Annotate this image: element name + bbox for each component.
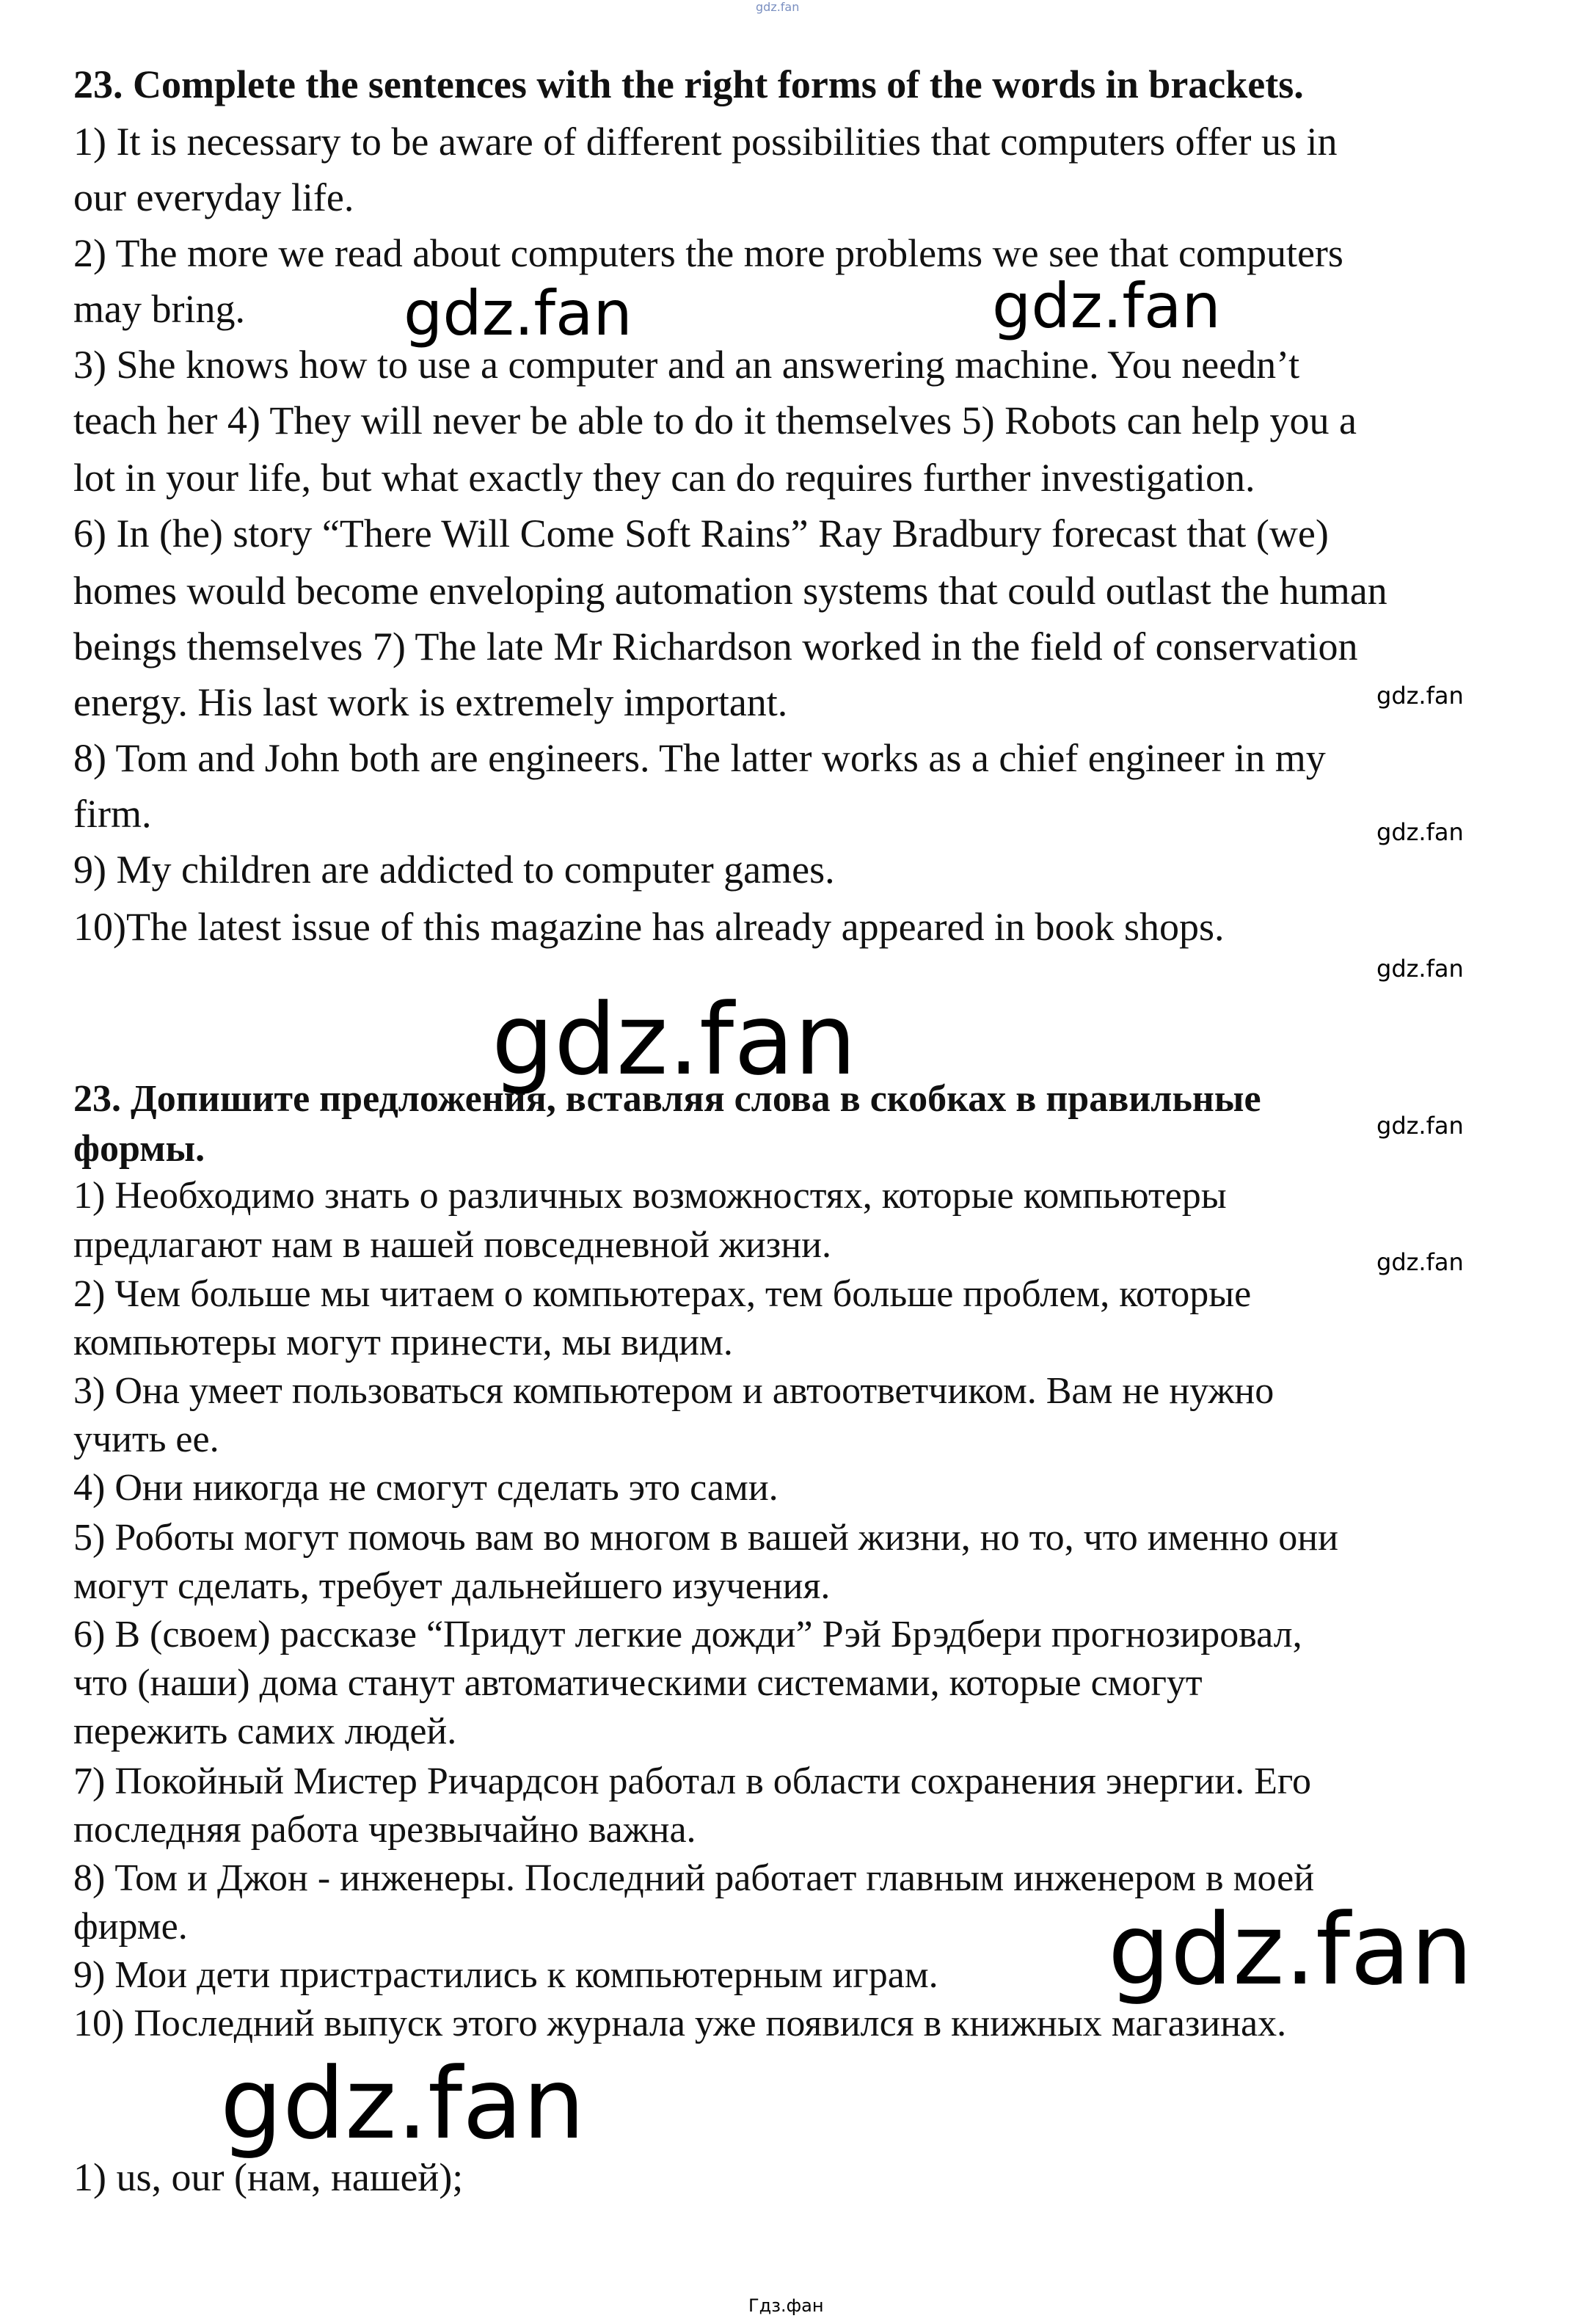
watermark: gdz.fan — [1376, 1248, 1464, 1276]
russian-line: фирме. — [73, 1906, 188, 1948]
russian-line: пережить самих людей. — [73, 1711, 457, 1752]
watermark: gdz.fan — [1108, 1893, 1473, 2007]
russian-line: 3) Она умеет пользоваться компьютером и автоответчиком. Вам не нужно — [73, 1370, 1274, 1412]
english-line: 3) She knows how to use a computer and an answering machine. You needn’t — [73, 343, 1300, 387]
english-line: may bring. — [73, 287, 245, 331]
english-line: 2) The more we read about computers the more problems we see that computers — [73, 231, 1343, 275]
english-line: 6) In (he) story “There Will Come Soft Rains” Ray Bradbury forecast that (we) — [73, 511, 1329, 555]
watermark: gdz.fan — [1376, 955, 1464, 983]
english-line: homes would become enveloping automation systems that could outlast the human — [73, 569, 1387, 613]
watermark: gdz.fan — [404, 277, 632, 349]
english-line: beings themselves 7) The late Mr Richardson worked in the field of conservation — [73, 624, 1358, 669]
russian-line: предлагают нам в нашей повседневной жизни. — [73, 1224, 831, 1266]
english-line: our everyday life. — [73, 175, 354, 219]
english-line: energy. His last work is extremely important. — [73, 680, 788, 724]
page-footer: Гдз.фан — [748, 2295, 824, 2316]
russian-line: последняя работа чрезвычайно важна. — [73, 1809, 696, 1851]
russian-line: 5) Роботы могут помочь вам во многом в вашей жизни, но то, что именно они — [73, 1517, 1338, 1559]
russian-line: могут сделать, требует дальнейшего изучения. — [73, 1565, 831, 1607]
russian-line: 10) Последний выпуск этого журнала уже появился в книжных магазинах. — [73, 2003, 1287, 2044]
english-line: firm. — [73, 792, 152, 836]
english-line: 9) My children are addicted to computer games. — [73, 848, 835, 892]
watermark: gdz.fan — [1376, 818, 1464, 846]
watermark: gdz.fan — [220, 2047, 586, 2161]
russian-heading: 23. Допишите предложения, вставляя слова в скобках в правильные — [73, 1078, 1261, 1120]
russian-line: учить ее. — [73, 1418, 219, 1460]
watermark: gdz.fan — [492, 983, 857, 1097]
english-line: lot in your life, but what exactly they can do requires further investigation. — [73, 456, 1255, 500]
russian-line: 9) Мои дети пристрастились к компьютерным играм. — [73, 1954, 938, 1996]
english-line: teach her 4) They will never be able to do it themselves 5) Robots can help you a — [73, 398, 1357, 442]
watermark: gdz.fan — [1376, 1112, 1464, 1140]
watermark: gdz.fan — [1376, 682, 1464, 710]
english-heading: 23. Complete the sentences with the right forms of the words in brackets. — [73, 62, 1304, 106]
russian-line: 2) Чем больше мы читаем о компьютерах, тем больше проблем, которые — [73, 1273, 1252, 1315]
english-line: 10)The latest issue of this magazine has already appeared in book shops. — [73, 905, 1225, 949]
watermark-top: gdz.fan — [756, 0, 800, 14]
russian-line: компьютеры могут принести, мы видим. — [73, 1322, 733, 1363]
russian-heading-cont: формы. — [73, 1128, 205, 1170]
russian-line: 1) Необходимо знать о различных возможностях, которые компьютеры — [73, 1175, 1227, 1217]
russian-line: 4) Они никогда не смогут сделать это сами. — [73, 1467, 778, 1509]
russian-line: 7) Покойный Мистер Ричардсон работал в области сохранения энергии. Его — [73, 1760, 1311, 1802]
english-line: 8) Tom and John both are engineers. The latter works as a chief engineer in my — [73, 736, 1326, 780]
answer-line: 1) us, our (нам, нашей); — [73, 2155, 464, 2199]
russian-line: что (наши) дома станут автоматическими системами, которые смогут — [73, 1662, 1203, 1704]
russian-line: 8) Том и Джон - инженеры. Последний работает главным инженером в моей — [73, 1857, 1315, 1899]
english-line: 1) It is necessary to be aware of different possibilities that computers offer us in — [73, 120, 1338, 164]
watermark: gdz.fan — [992, 270, 1221, 342]
russian-line: 6) В (своем) рассказе “Придут легкие дожди” Рэй Брэдбери прогнозировал, — [73, 1614, 1302, 1655]
